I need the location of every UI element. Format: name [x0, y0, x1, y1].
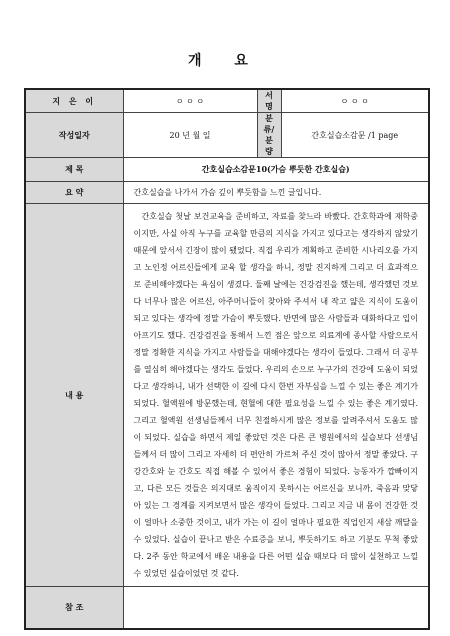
summary-value: 간호실습을 나가서 가슴 깊이 뿌듯함을 느낀 글입니다. — [123, 182, 429, 204]
subject-row — [25, 158, 429, 182]
content-value: 간호실습 첫날 보건교육을 준비하고, 자료를 찾느라 바빴다. 간호학과에 재학중이지만, 사실 아직 누구를 교육할 만큼의 지식을 가지고 있다고는 생각하지 않았기 때문에 앞서서 긴장이 많이 됐었다. 직접 우리가 계획하고 준비한 시나리오를 가지고 노인정 어르신들에게 교육 할 생각을 하니, 정말 진지하게 그리고 더 효과적으로 준비해야겠다는 욕심이 생겼다. 둘째 날에는 건강검진을 했는데, 생각했던 것보다 너무나 많은 어르신, 아주머니들이 찾아와 주셔서 내 작고 얇은 지식이 도움이 되고 있다는 생각에 정말 가슴이 뿌듯했다. 반면에 많은 사람들과 대화하다고 입이 아프기도 했다. 건강검진을 통해서 느낀 점은 앞으로 의료계에 종사할 사람으로서 정말 정확한 지식을 가지고 사람들을 대해야겠다는 생각이 들었다. 그래서 더 공부를 열심히 해야겠다는 생각도 들었다. 우리의 손으로 누구가의 건강에 도움이 되었다고 생각하니, 내가 선택한 이 길에 다시 한번 자부심을 느낄 수 있는 좋은 계기가 되었다. 혈액원에 방문했는데, 현혈에 대한 필요성을 느낄 수 있는 좋은 계기였다. 그리고 혈액원 선생님들께서 너무 친절하시게 많은 정보를 알려주셔서 도움도 많이 되었다. 실습을 하면서 제일 좋았던 것은 다른 큰 병원에서의 실습보다 선생님들께서 더 많이 그리고 자세히 더 편안히 가르쳐 주신 것이 많아서 정말 좋았다. 구강간호와 눈 간호도 직접 해볼 수 있어서 좋은 경험이 되었다. 능동자가 깝빠이지고, 다른 모든 것들은 의지대로 움직이지 못하시는 어르신을 보니까, 죽음과 맞닿아 있는 그 경계를 지켜보면서 많은 생각이 들었다. 그리고 지금 내 몸이 건강한 것이 얼마나 소중한 것이고, 내가 가는 이 길이 얼마나 필요한 직업인지 새삼 깨달을 수 있었다. 실습이 끝나고 받은 수료증을 보니, 뿌듯하기도 하고 기분도 무척 좋았다. 2주 동안 학교에서 배운 내용을 다른 어떤 실습 때보다 더 많이 실천하고 느낄 수 있었던 실습이었던 것 같다. — [123, 204, 429, 587]
summary-row — [25, 182, 429, 204]
author-row — [25, 89, 429, 113]
category-label: 분류/분량 — [257, 113, 281, 158]
reference-value — [123, 587, 429, 629]
reference-row — [25, 587, 429, 629]
subject-value: 간호실습소감문10(가슴 뿌듯한 간호실습) — [123, 158, 429, 182]
date-value: 20 년 월 일 — [123, 113, 257, 158]
author-label: 지 은 이 — [25, 89, 123, 113]
overview-form — [24, 88, 430, 630]
author-value: ㅇ ㅇ ㅇ — [123, 89, 257, 113]
category-value: 간호실습소감문 /1 page — [281, 113, 429, 158]
reference-label: 참 조 — [25, 587, 123, 629]
document-title: 개 요 — [188, 53, 262, 69]
date-row — [25, 113, 429, 158]
content-row — [25, 204, 429, 587]
content-label: 내 용 — [25, 204, 123, 587]
date-label: 작성일자 — [25, 113, 123, 158]
sign-label: 서 명 — [257, 89, 281, 113]
sign-value: ㅇ ㅇ ㅇ — [281, 89, 429, 113]
subject-label: 제 목 — [25, 158, 123, 182]
summary-label: 요 약 — [25, 182, 123, 204]
